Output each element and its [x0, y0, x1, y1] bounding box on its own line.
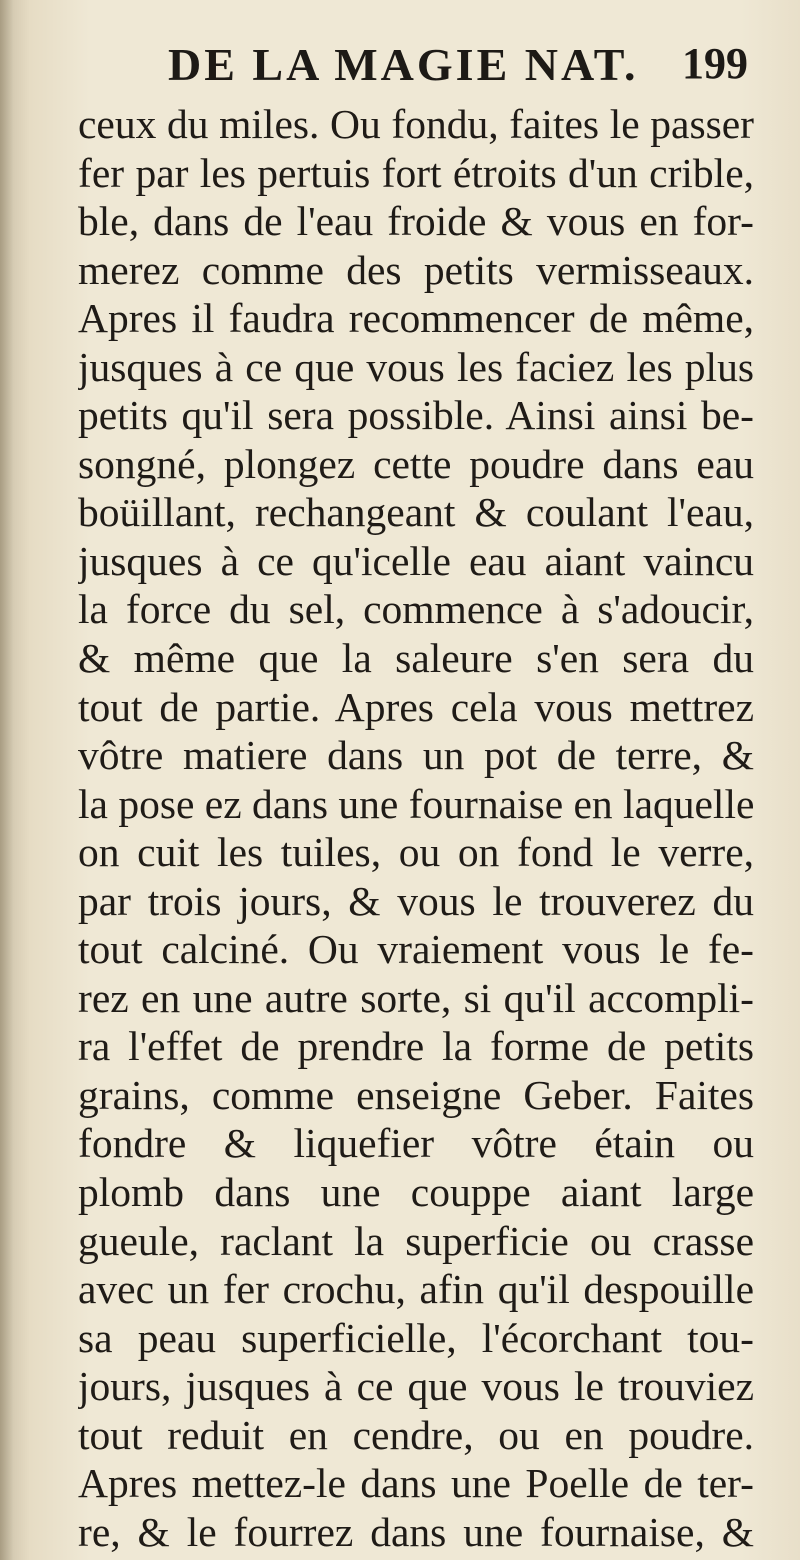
running-head	[168, 36, 748, 96]
text-line: ra l'effet de prendre la forme de petits	[78, 1023, 754, 1070]
text-line: plomb dans une couppe aiant large	[78, 1169, 754, 1216]
text-line: par trois jours, & vous le trouverez du	[78, 877, 754, 924]
text-line: la pose ez dans une fournaise en laquelle	[78, 780, 754, 827]
text-line: boüillant, rechangeant & coulant l'eau,	[78, 489, 754, 536]
text-line: & même que la saleure s'en sera du	[78, 635, 754, 682]
text-line: gueule, raclant la superficie ou crasse	[78, 1217, 754, 1264]
text-line: tout calciné. Ou vraiement vous le fe-	[78, 926, 754, 973]
text-line: rez en une autre sorte, si qu'il accompli-	[78, 974, 754, 1021]
running-head-title: DE LA MAGIE NAT.	[168, 39, 639, 90]
text-line: la force du sel, commence à s'adoucir,	[78, 586, 754, 633]
text-line: merez comme des petits vermisseaux.	[78, 246, 754, 293]
text-line: tout reduit en cendre, ou en poudre.	[78, 1411, 754, 1458]
text-line: petits qu'il sera possible. Ainsi ainsi be-	[78, 392, 754, 439]
text-line: avec un fer crochu, afin qu'il despouille	[78, 1266, 754, 1313]
text-line: Apres il faudra recommencer de même,	[78, 295, 754, 342]
text-line: grains, comme enseigne Geber. Faites	[78, 1071, 754, 1118]
text-line: fondre & liquefier vôtre étain ou	[78, 1120, 754, 1167]
text-line: jusques à ce que vous les faciez les plus	[78, 343, 754, 390]
body-text	[78, 100, 754, 1556]
text-line: ceux du miles. Ou fondu, faites le passer	[78, 101, 754, 147]
text-line: Apres mettez-le dans une Poelle de ter-	[78, 1460, 754, 1507]
text-line: vôtre matiere dans un pot de terre, &	[78, 732, 754, 779]
text-line: sa peau superficielle, l'écorchant tou-	[78, 1314, 754, 1361]
text-line: jusques à ce qu'icelle eau aiant vaincu	[78, 537, 754, 584]
page-gutter-shadow	[0, 0, 14, 1560]
text-line: tout de partie. Apres cela vous mettrez	[78, 683, 754, 730]
page-number: 199	[682, 39, 748, 88]
text-line: re, & le fourrez dans une fournaise, &	[78, 1508, 754, 1555]
text-line: fer par les pertuis fort étroits d'un crible,	[78, 149, 754, 196]
text-line: on cuit les tuiles, ou on fond le verre,	[78, 829, 754, 876]
text-line: ble, dans de l'eau froide & vous en for-	[78, 198, 754, 245]
text-line: songné, plongez cette poudre dans eau	[78, 440, 754, 487]
text-line: jours, jusques à ce que vous le trouviez	[78, 1363, 754, 1410]
